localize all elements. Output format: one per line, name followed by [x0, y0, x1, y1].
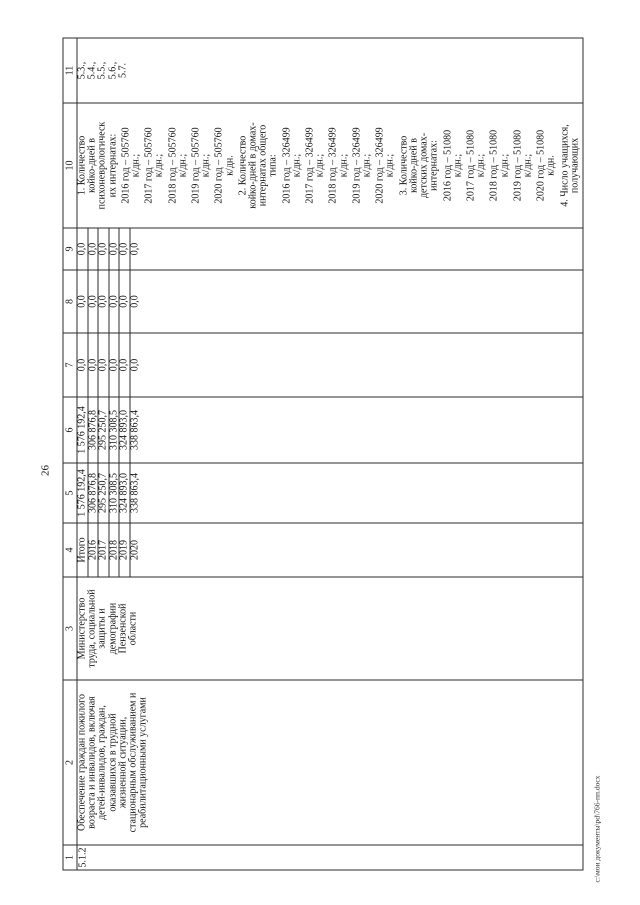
amount-cell: 0,0: [98, 270, 109, 333]
amount-cell: 0,0: [119, 228, 130, 270]
paragraph: [352, 103, 372, 227]
executor-line: защиты и: [96, 607, 108, 649]
indicator-line: 2016 год – 505760: [119, 126, 131, 204]
links-text: [77, 38, 577, 102]
paragraph: [168, 103, 188, 227]
column-number-row: [63, 38, 77, 870]
indicator-line: к/дн.: [545, 154, 557, 176]
link-line: 5.3.,: [76, 61, 87, 79]
amount-cell: 0,0: [77, 333, 88, 397]
paragraph: [77, 103, 118, 227]
paragraph: [238, 103, 279, 227]
amount-cell: 0,0: [87, 228, 98, 270]
indicator-line: детских домах-: [418, 132, 430, 198]
activity-line: Обеспечение граждан пожилого: [76, 693, 87, 831]
indicator-line: 2020 год – 51080: [535, 129, 547, 201]
indicator-line: типа:: [267, 153, 279, 177]
amount-cell: 0,0: [129, 333, 582, 397]
paragraph: [191, 103, 211, 227]
column-number: 5: [63, 463, 77, 523]
column-number: 9: [63, 228, 77, 270]
indicator-line: к/дн.;: [498, 153, 510, 177]
activity-line: стационарным обслуживанием и: [127, 692, 139, 832]
executor-line: области: [127, 611, 139, 645]
amount-cell: 310 308,5: [108, 397, 119, 463]
indicator-line: интернатах общего: [257, 124, 269, 206]
link-line: 5.5.,: [96, 61, 108, 79]
year-cell: 2020: [129, 523, 582, 577]
column-number: 10: [63, 103, 77, 228]
amount-cell: 0,0: [108, 228, 119, 270]
paragraph: [121, 103, 141, 227]
link-line: 5.7.: [116, 62, 128, 78]
indicator-line: 2017 год – 51080: [464, 129, 476, 201]
column-number: 8: [63, 270, 77, 333]
indicator-line: получающих: [568, 137, 580, 193]
indicator-line: койко-дней в: [86, 137, 98, 193]
amount-cell: 0,0: [98, 228, 109, 270]
paragraph: [489, 103, 509, 227]
amount-cell: 1 576 192,4: [77, 463, 88, 523]
paragraph: [144, 103, 164, 227]
paragraph: [536, 103, 556, 227]
indicator-line: 2019 год – 326499: [350, 126, 362, 204]
amount-cell: 0,0: [119, 270, 130, 333]
amount-cell: 0,0: [77, 270, 88, 333]
indicator-line: психоневрологическ: [96, 121, 108, 209]
paragraph: [375, 103, 395, 227]
indicator-line: 2017 год – 326499: [304, 126, 316, 204]
indicator-line: их интернатах:: [106, 133, 118, 197]
paragraph: [282, 103, 302, 227]
amount-cell: 0,0: [129, 270, 582, 333]
indicator-line: койко-дней в домах-: [247, 121, 259, 209]
column-number: 11: [63, 38, 77, 103]
executor-line: труда, социальной: [86, 588, 98, 668]
activity-line: реабилитационными услугами: [137, 696, 149, 828]
paragraph: [328, 103, 348, 227]
amount-cell: 0,0: [87, 333, 98, 397]
amount-cell: 324 893,0: [119, 463, 130, 523]
indicator-line: к/дн.;: [200, 153, 212, 177]
link-line: 5.6.,: [106, 61, 118, 79]
amount-cell: 0,0: [108, 333, 119, 397]
finance-row: [77, 38, 88, 870]
indicators-text: [76, 103, 580, 227]
paragraph: [399, 103, 440, 227]
indicator-line: 4. Число учащихся,: [558, 123, 570, 207]
year-cell: 2016: [87, 523, 98, 577]
executor-line: демографии: [106, 602, 118, 654]
activity-line: оказавшихся в трудной: [106, 712, 118, 812]
activity-line: возраста и инвалидов, включая: [86, 695, 98, 829]
amount-cell: 0,0: [119, 333, 130, 397]
links-cell: [77, 38, 583, 103]
activity-cell: [77, 680, 583, 845]
year-cell: Итого: [77, 523, 88, 577]
indicator-line: койко-дней в: [407, 137, 419, 193]
executor-text: [77, 577, 577, 679]
amount-cell: 324 893,0: [119, 397, 130, 463]
indicator-line: к/дн.;: [337, 153, 349, 177]
indicator-line: к/дн.: [223, 154, 235, 176]
amount-cell: 306 876,8: [87, 463, 98, 523]
amount-cell: 338 863,4: [129, 463, 582, 523]
amount-cell: 306 876,8: [87, 397, 98, 463]
indicator-line: к/дн.;: [176, 153, 188, 177]
program-table: [62, 37, 583, 870]
activity-line: детей-инвалидов, граждан,: [96, 704, 108, 820]
indicator-line: 2018 год – 326499: [327, 126, 339, 204]
amount-cell: 295 250,7: [98, 397, 109, 463]
column-number: 7: [63, 333, 77, 397]
item-number: 5.1.2: [77, 847, 88, 867]
year-cell: 2017: [98, 523, 109, 577]
link-line: 5.4.,: [86, 61, 98, 79]
indicator-line: 2018 год – 505760: [166, 126, 178, 204]
indicator-line: к/дн.;: [314, 153, 326, 177]
amount-cell: 0,0: [87, 270, 98, 333]
indicator-line: 2019 год – 51080: [511, 129, 523, 201]
indicator-line: 2020 год – 505760: [213, 126, 225, 204]
year-cell: 2018: [108, 523, 119, 577]
paragraph: [513, 103, 533, 227]
amount-cell: 295 250,7: [98, 463, 109, 523]
paragraph: [466, 103, 486, 227]
indicator-line: к/дн.;: [153, 153, 165, 177]
file-path-footer: c:\мои документы\pd\766-пп.docx: [592, 775, 601, 882]
indicator-line: 2. Количество: [236, 135, 248, 195]
paragraph: [214, 103, 234, 227]
amount-cell: 0,0: [108, 270, 119, 333]
indicator-line: к/дн.;: [290, 153, 302, 177]
indicator-line: 2018 год – 51080: [488, 129, 500, 201]
indicator-line: интернатах:: [428, 139, 440, 191]
amount-cell: 0,0: [129, 228, 582, 270]
indicator-line: к/дн.;: [361, 153, 373, 177]
indicators-cell: [77, 103, 583, 228]
item-number-cell: [77, 845, 583, 870]
indicator-line: к/дн.;: [521, 153, 533, 177]
amount-cell: 338 863,4: [129, 397, 582, 463]
indicator-line: 3. Количество: [397, 135, 409, 195]
executor-line: Пензенской: [116, 603, 128, 653]
amount-cell: 1 576 192,4: [77, 397, 88, 463]
year-cell: 2019: [119, 523, 130, 577]
indicator-line: к/дн.;: [130, 153, 142, 177]
paragraph: [443, 103, 463, 227]
indicator-line: 2017 год – 505760: [143, 126, 155, 204]
indicator-line: 2020 год – 326499: [374, 126, 386, 204]
indicator-line: 1. Количество: [76, 135, 87, 195]
executor-line: Министерство: [76, 597, 87, 659]
paragraph: [560, 103, 580, 227]
amount-cell: 0,0: [98, 333, 109, 397]
column-number: 6: [63, 397, 77, 463]
page-number: 26: [39, 464, 51, 476]
indicator-line: к/дн.;: [451, 153, 463, 177]
column-number: 1: [63, 845, 77, 870]
activity-line: жизненной ситуации,: [116, 716, 128, 808]
column-number: 2: [63, 680, 77, 845]
amount-cell: 0,0: [77, 228, 88, 270]
paragraph: [305, 103, 325, 227]
indicator-line: к/дн.;: [384, 153, 396, 177]
column-number: 4: [63, 523, 77, 577]
indicator-line: 2019 год – 505760: [190, 126, 202, 204]
indicator-line: 2016 год – 51080: [441, 129, 453, 201]
executor-cell: [77, 577, 583, 680]
indicator-line: 2016 год – 326499: [280, 126, 292, 204]
indicator-line: к/дн.;: [475, 153, 487, 177]
activity-text: [77, 680, 577, 844]
amount-cell: 310 308,5: [108, 463, 119, 523]
column-number: 3: [63, 577, 77, 680]
